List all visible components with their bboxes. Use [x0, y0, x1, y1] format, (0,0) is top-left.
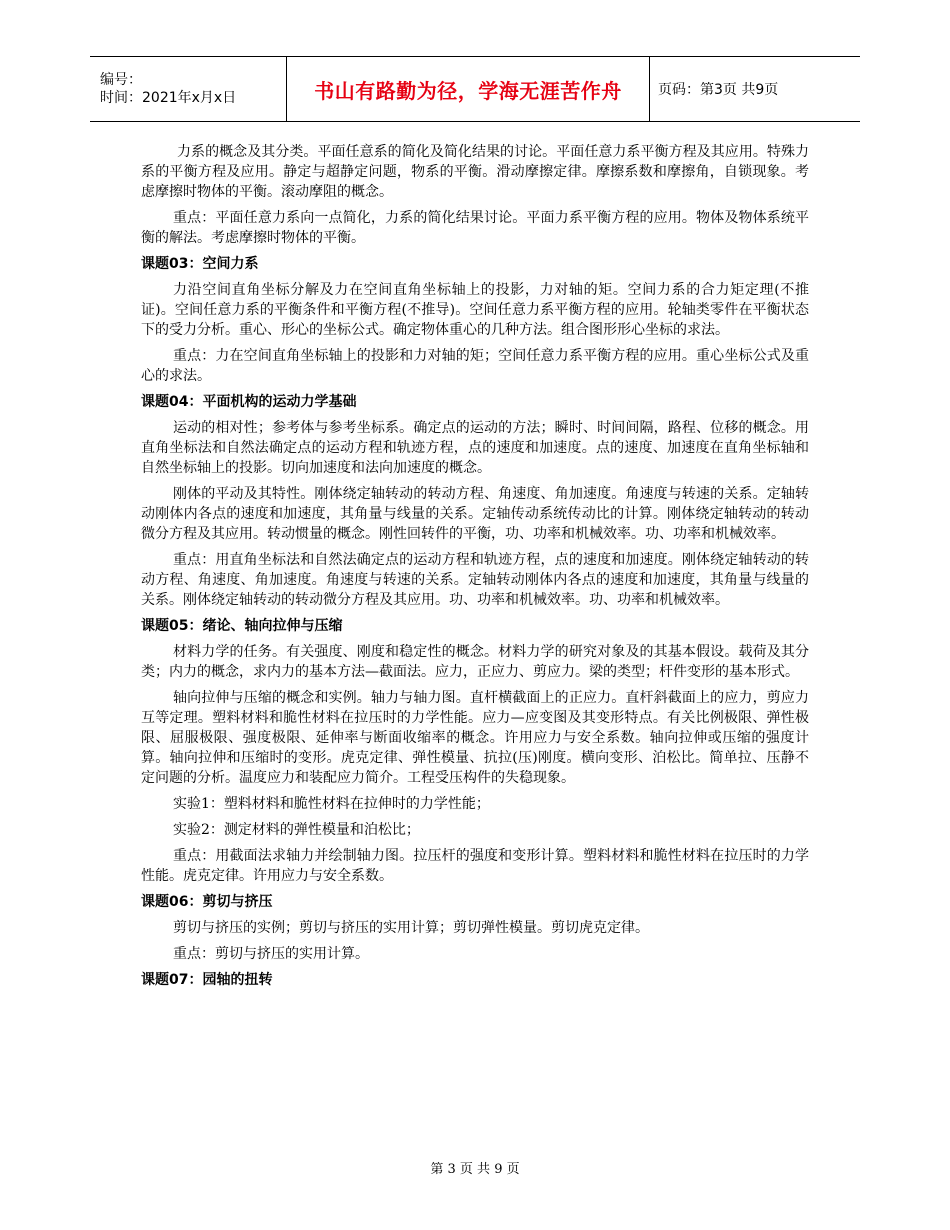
section-heading: 课题07：园轴的扭转 [141, 972, 273, 988]
paragraph: 轴向拉伸与压缩的概念和实例。轴力与轴力图。直杆横截面上的正应力。直杆斜截面上的应力，剪应力互等定理。塑料材料和脆性材料在拉压时的力学性能。应力—应变图及其变形特点。有关比例极限、弹性极限、屈服极限、强度极限、延伸率与断面收缩率的概念。许用应力与安全系数。轴向拉伸或压缩的强度计算。轴向拉伸和压缩时的变形。虎克定律、弹性模量、抗拉(压)刚度。横向变形、泊松比。简单拉、压静不定问题的分析。温度应力和装配应力简介。工程受压构件的失稳现象。 [141, 690, 809, 786]
paragraph: 重点：平面任意力系向一点简化，力系的简化结果讨论。平面力系平衡方程的应用。物体及物体系统平衡的解法。考虑摩擦时物体的平衡。 [141, 210, 809, 246]
section-heading: 课题04：平面机构的运动力学基础 [141, 394, 357, 410]
footer-page-number: 第 3 页 共 9 页 [430, 1162, 520, 1177]
paragraph: 运动的相对性；参考体与参考坐标系。确定点的运动的方法；瞬时、时间间隔，路程、位移的概念。用直角坐标法和自然法确定点的运动方程和轨迹方程，点的速度和加速度。点的速度、加速度在直角坐标轴和自然坐标轴上的投影。切向加速度和法向加速度的概念。 [141, 420, 809, 476]
paragraph: 重点：用截面法求轴力并绘制轴力图。拉压杆的强度和变形计算。塑料材料和脆性材料在拉压时的力学性能。虎克定律。许用应力与安全系数。 [141, 848, 809, 884]
paragraph: 实验1：塑料材料和脆性材料在拉伸时的力学性能； [173, 796, 490, 812]
paragraph: 剪切与挤压的实例；剪切与挤压的实用计算；剪切弹性模量。剪切虎克定律。 [173, 920, 649, 936]
header-motto: 书山有路勤为径，学海无涯苦作舟 [314, 78, 622, 103]
header-page-cell [650, 57, 860, 121]
header-motto-cell [286, 57, 650, 121]
paragraph: 重点：用直角坐标法和自然法确定点的运动方程和轨迹方程，点的速度和加速度。刚体绕定轴转动的转动方程、角速度、角加速度。角速度与转速的关系。定轴转动刚体内各点的速度和加速度，其角量与线量的关系。刚体绕定轴转动的转动微分方程及其应用。功、功率和机械效率。功、功率和机械效率。 [141, 552, 809, 608]
paragraph: 重点：力在空间直角坐标轴上的投影和力对轴的矩；空间任意力系平衡方程的应用。重心坐标公式及重心的求法。 [141, 348, 809, 384]
paragraph: 刚体的平动及其特性。刚体绕定轴转动的转动方程、角速度、角加速度。角速度与转速的关系。定轴转动刚体内各点的速度和加速度，其角量与线量的关系。定轴传动系统传动比的计算。刚体绕定轴转动的转动微分方程及其应用。转动惯量的概念。刚性回转件的平衡，功、功率和机械效率。功、功率和机械效率。 [141, 486, 809, 542]
paragraph: 重点：剪切与挤压的实用计算。 [173, 946, 369, 962]
document-number-label: 编号： [100, 72, 142, 88]
section-heading: 课题06：剪切与挤压 [141, 894, 273, 910]
paragraph: 力沿空间直角坐标分解及力在空间直角坐标轴上的投影，力对轴的矩。空间力系的合力矩定理(不推证)。空间任意力系的平衡条件和平衡方程(不推导)。空间任意力系平衡方程的应用。轮轴类零件在平衡状态下的受力分析。重心、形心的坐标公式。确定物体重心的几种方法。组合图形形心坐标的求法。 [141, 282, 809, 338]
document-date: 时间：2021年x月x日 [100, 90, 237, 106]
paragraph: 力系的概念及其分类。平面任意系的简化及简化结果的讨论。平面任意力系平衡方程及其应用。特殊力系的平衡方程及应用。静定与超静定问题，物系的平衡。滑动摩擦定律。摩擦系数和摩擦角，自锁现象。考虑摩擦时物体的平衡。滚动摩阻的概念。 [141, 144, 809, 200]
document-body [141, 142, 809, 996]
paragraph: 材料力学的任务。有关强度、刚度和稳定性的概念。材料力学的研究对象及的其基本假设。载荷及其分类；内力的概念，求内力的基本方法—截面法。应力，正应力、剪应力。梁的类型；杆件变形的基本形式。 [141, 644, 809, 680]
paragraph: 实验2：测定材料的弹性模量和泊松比； [173, 822, 420, 838]
section-heading: 课题03：空间力系 [141, 256, 259, 272]
header-page-info: 页码：第3页 共9页 [658, 82, 779, 98]
header-meta [90, 57, 286, 121]
section-heading: 课题05：绪论、轴向拉伸与压缩 [141, 618, 343, 634]
page-header [90, 56, 860, 122]
page-footer [0, 1158, 950, 1177]
